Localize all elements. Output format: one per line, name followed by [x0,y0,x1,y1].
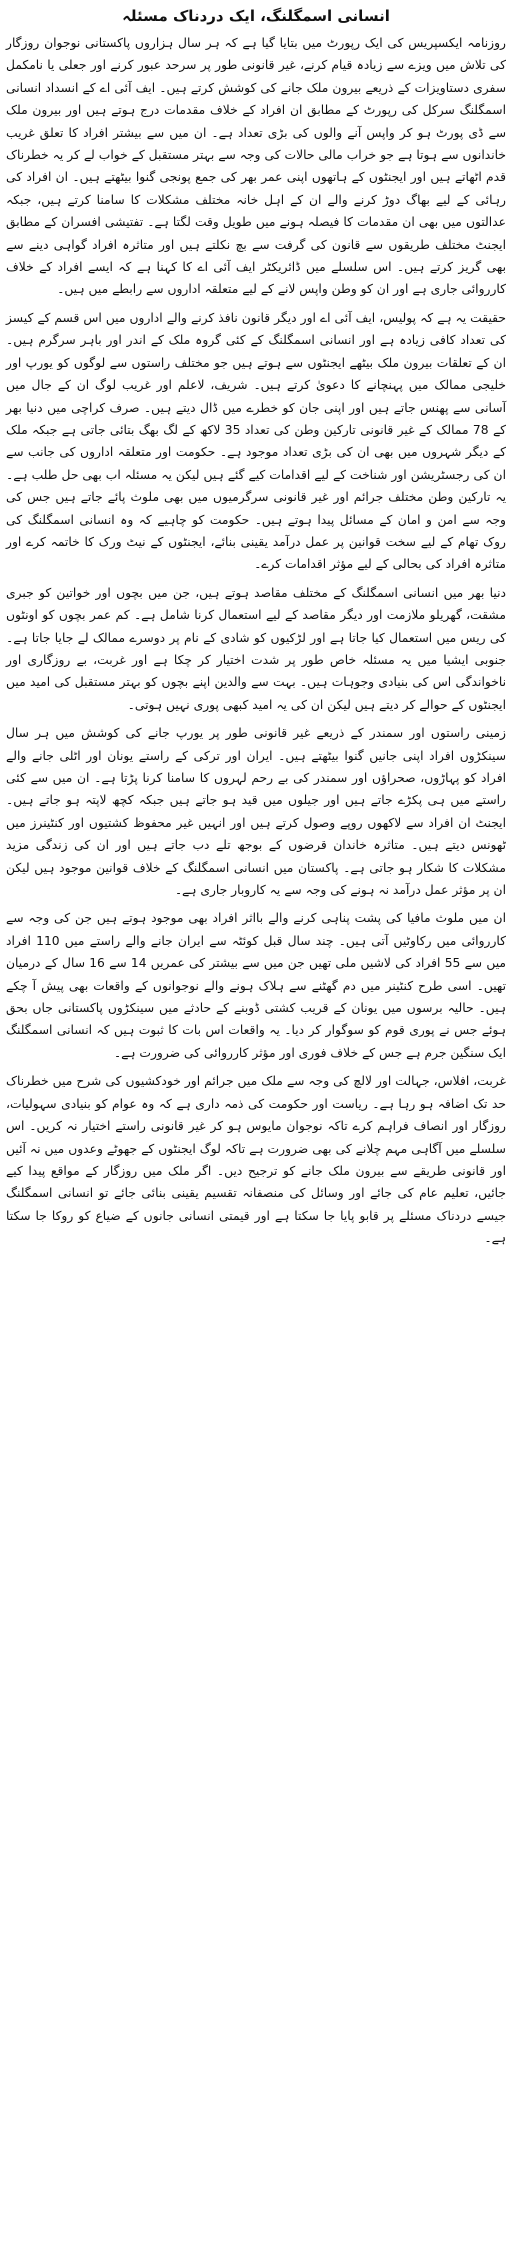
article-paragraph-2: حقیقت یہ ہے کہ پولیس، ایف آئی اے اور دیگر قانون نافذ کرنے والے اداروں میں اس قسم کے کیسز کی تعداد کافی زیادہ ہے اور انسانی اسمگلنگ کے کئی گروہ ملک کے اندر اور باہر سرگرم ہیں۔ ان کے تعلقات بیرون ملک بیٹھے ایجنٹوں سے ہوتے ہیں جو مختلف راستوں سے لوگوں کو یورپ اور خلیجی ممالک میں پہنچانے کا دعویٰ کرتے ہیں۔ شریف، لاعلم اور غریب لوگ ان کے جال میں آسانی سے پھنس جاتے ہیں اور اپنی جان کو خطرے میں ڈال دیتے ہیں۔ صرف کراچی میں دنیا بھر کے 78 ممالک کے غیر قانونی تارکین وطن کی تعداد 35 لاکھ کے لگ بھگ بتائی جاتی ہے جبکہ ملک کے دیگر شہروں میں بھی ان کی بڑی تعداد موجود ہے۔ حکومت اور متعلقہ اداروں کی جانب سے ان کی رجسٹریشن اور شناخت کے لیے اقدامات کیے گئے ہیں لیکن یہ مسئلہ اب بھی حل طلب ہے۔ یہ تارکین وطن مختلف جرائم اور غیر قانونی سرگرمیوں میں بھی ملوث پائے جاتے ہیں جس کی وجہ سے امن و امان کے مسائل پیدا ہوتے ہیں۔ حکومت کو چاہیے کہ وہ انسانی اسمگلنگ کی روک تھام کے لیے سخت قوانین پر عمل درآمد یقینی بنائے، ایجنٹوں کے نیٹ ورک کا خاتمہ کرے اور متاثرہ افراد کی بحالی کے لیے مؤثر اقدامات کرے۔ [6,310,507,572]
article-paragraph-5: ان میں ملوث مافیا کی پشت پناہی کرنے والے بااثر افراد بھی موجود ہوتے ہیں جن کی وجہ سے کارروائی میں رکاوٹیں آتی ہیں۔ چند سال قبل کوئٹہ سے ایران جانے والے راستے میں 110 افراد میں سے 55 افراد کی لاشیں ملی تھیں جن میں سے بیشتر کی عمریں 14 سے 16 سال کے درمیان تھیں۔ اسی طرح کنٹینر میں دم گھٹنے سے ہلاک ہونے والے نوجوانوں کے واقعات بھی پیش آ چکے ہیں۔ حالیہ برسوں میں یونان کے قریب کشتی ڈوبنے کے حادثے میں سینکڑوں پاکستانی جاں بحق ہوئے جس نے پوری قوم کو سوگوار کر دیا۔ یہ واقعات اس بات کا ثبوت ہیں کہ انسانی اسمگلنگ ایک سنگین جرم ہے جس کے خلاف فوری اور مؤثر کارروائی کی ضرورت ہے۔ [6,911,506,1060]
article-paragraph-6: غربت، افلاس، جہالت اور لالچ کی وجہ سے ملک میں جرائم اور خودکشیوں کی شرح میں خطرناک حد تک اضافہ ہو رہا ہے۔ ریاست اور حکومت کی ذمہ داری ہے کہ وہ عوام کو بنیادی سہولیات، روزگار اور انصاف فراہم کرے تاکہ نوجوان مایوس ہو کر غیر قانونی راستے اختیار نہ کریں۔ اس سلسلے میں آگاہی مہم چلانے کی بھی ضرورت ہے تاکہ لوگ ایجنٹوں کے جھوٹے وعدوں میں نہ آئیں اور قانونی طریقے سے بیرون ملک جانے کو ترجیح دیں۔ اگر ملک میں روزگار کے مواقع پیدا کیے جائیں، تعلیم عام کی جائے اور وسائل کی منصفانہ تقسیم یقینی بنائی جائے تو انسانی اسمگلنگ جیسے دردناک مسئلے پر قابو پایا جا سکتا ہے اور قیمتی انسانی جانوں کے ضیاع کو روکا جا سکتا ہے۔ [6,1074,506,1246]
article-title: انسانی اسمگلنگ، ایک دردناک مسئلہ [122,7,390,25]
article-paragraph-3: دنیا بھر میں انسانی اسمگلنگ کے مختلف مقاصد ہوتے ہیں، جن میں بچوں اور خواتین کو جبری مشقت، گھریلو ملازمت اور دیگر مقاصد کے لیے استعمال کرنا شامل ہے۔ کم عمر بچوں کو اونٹوں کی ریس میں استعمال کیا جاتا ہے اور لڑکیوں کو شادی کے نام پر دوسرے ممالک لے جایا جاتا ہے۔ جنوبی ایشیا میں یہ مسئلہ خاص طور پر شدت اختیار کر چکا ہے اور غربت، بے روزگاری اور ناخواندگی اس کی بنیادی وجوہات ہیں۔ بہت سے والدین اپنے بچوں کو بہتر مستقبل کی امید میں ایجنٹوں کے حوالے کر دیتے ہیں لیکن ان کی یہ امید کبھی پوری نہیں ہوتی۔ [6,585,506,712]
article-paragraph-4: زمینی راستوں اور سمندر کے ذریعے غیر قانونی طور پر یورپ جانے کی کوشش میں ہر سال سینکڑوں افراد اپنی جانیں گنوا بیٹھتے ہیں۔ ایران اور ترکی کے راستے یونان اور اٹلی جانے والے افراد کو پہاڑوں، صحراؤں اور سمندر کی بے رحم لہروں کا سامنا کرنا پڑتا ہے۔ ان میں سے کئی راستے میں ہی پکڑے جاتے ہیں اور جیلوں میں قید ہو جاتے ہیں جبکہ کچھ لاپتہ ہو جاتے ہیں۔ ایجنٹ ان افراد سے لاکھوں روپے وصول کرتے ہیں اور انہیں غیر محفوظ کشتیوں اور کنٹینرز میں ٹھونس دیتے ہیں۔ متاثرہ خاندان قرضوں کے بوجھ تلے دب جاتے ہیں اور ان کی زندگی مزید مشکلات کا شکار ہو جاتی ہے۔ پاکستان میں انسانی اسمگلنگ کے خلاف قوانین موجود ہیں لیکن ان پر مؤثر عمل درآمد نہ ہونے کی وجہ سے یہ کاروبار جاری ہے۔ [6,726,506,898]
article-paragraph-1: روزنامہ ایکسپریس کی ایک رپورٹ میں بتایا گیا ہے کہ ہر سال ہزاروں پاکستانی نوجوان روزگار کی تلاش میں ویزے سے زیادہ قیام کرنے، غیر قانونی طور پر سرحد عبور کرنے اور جعلی یا نامکمل سفری دستاویزات کے ذریعے بیرون ملک جانے کی کوشش کرتے ہیں۔ ایف آئی اے کے انسداد انسانی اسمگلنگ سرکل کی رپورٹ کے مطابق ان افراد کے خلاف مقدمات درج ہوتے ہیں اور بیرون ملک سے ڈی پورٹ ہو کر واپس آنے والوں کی بڑی تعداد ہے۔ ان میں سے بیشتر افراد کا تعلق غریب خاندانوں سے ہوتا ہے جو خراب مالی حالات کی وجہ سے بہتر مستقبل کے خواب لے کر یہ خطرناک قدم اٹھاتے ہیں اور ایجنٹوں کے ہاتھوں اپنی عمر بھر کی جمع پونجی گنوا بیٹھتے ہیں۔ ان افراد کی رہائی کے لیے بھاگ دوڑ کرنے والے ان کے اہل خانہ مختلف مشکلات کا سامنا کرتے ہیں، جبکہ عدالتوں میں بھی ان مقدمات کا فیصلہ ہونے میں طویل وقت لگتا ہے۔ تفتیشی افسران کے مطابق ایجنٹ مختلف طریقوں سے قانون کی گرفت سے بچ نکلتے ہیں اور متاثرہ افراد گواہی دینے سے بھی گریز کرتے ہیں۔ اس سلسلے میں ڈائریکٹر ایف آئی اے کا کہنا ہے کہ ایسے افراد کے خلاف کارروائی جاری ہے اور ان کو وطن واپس لانے کے لیے متعلقہ اداروں سے رابطے میں ہیں۔ [6,36,506,297]
